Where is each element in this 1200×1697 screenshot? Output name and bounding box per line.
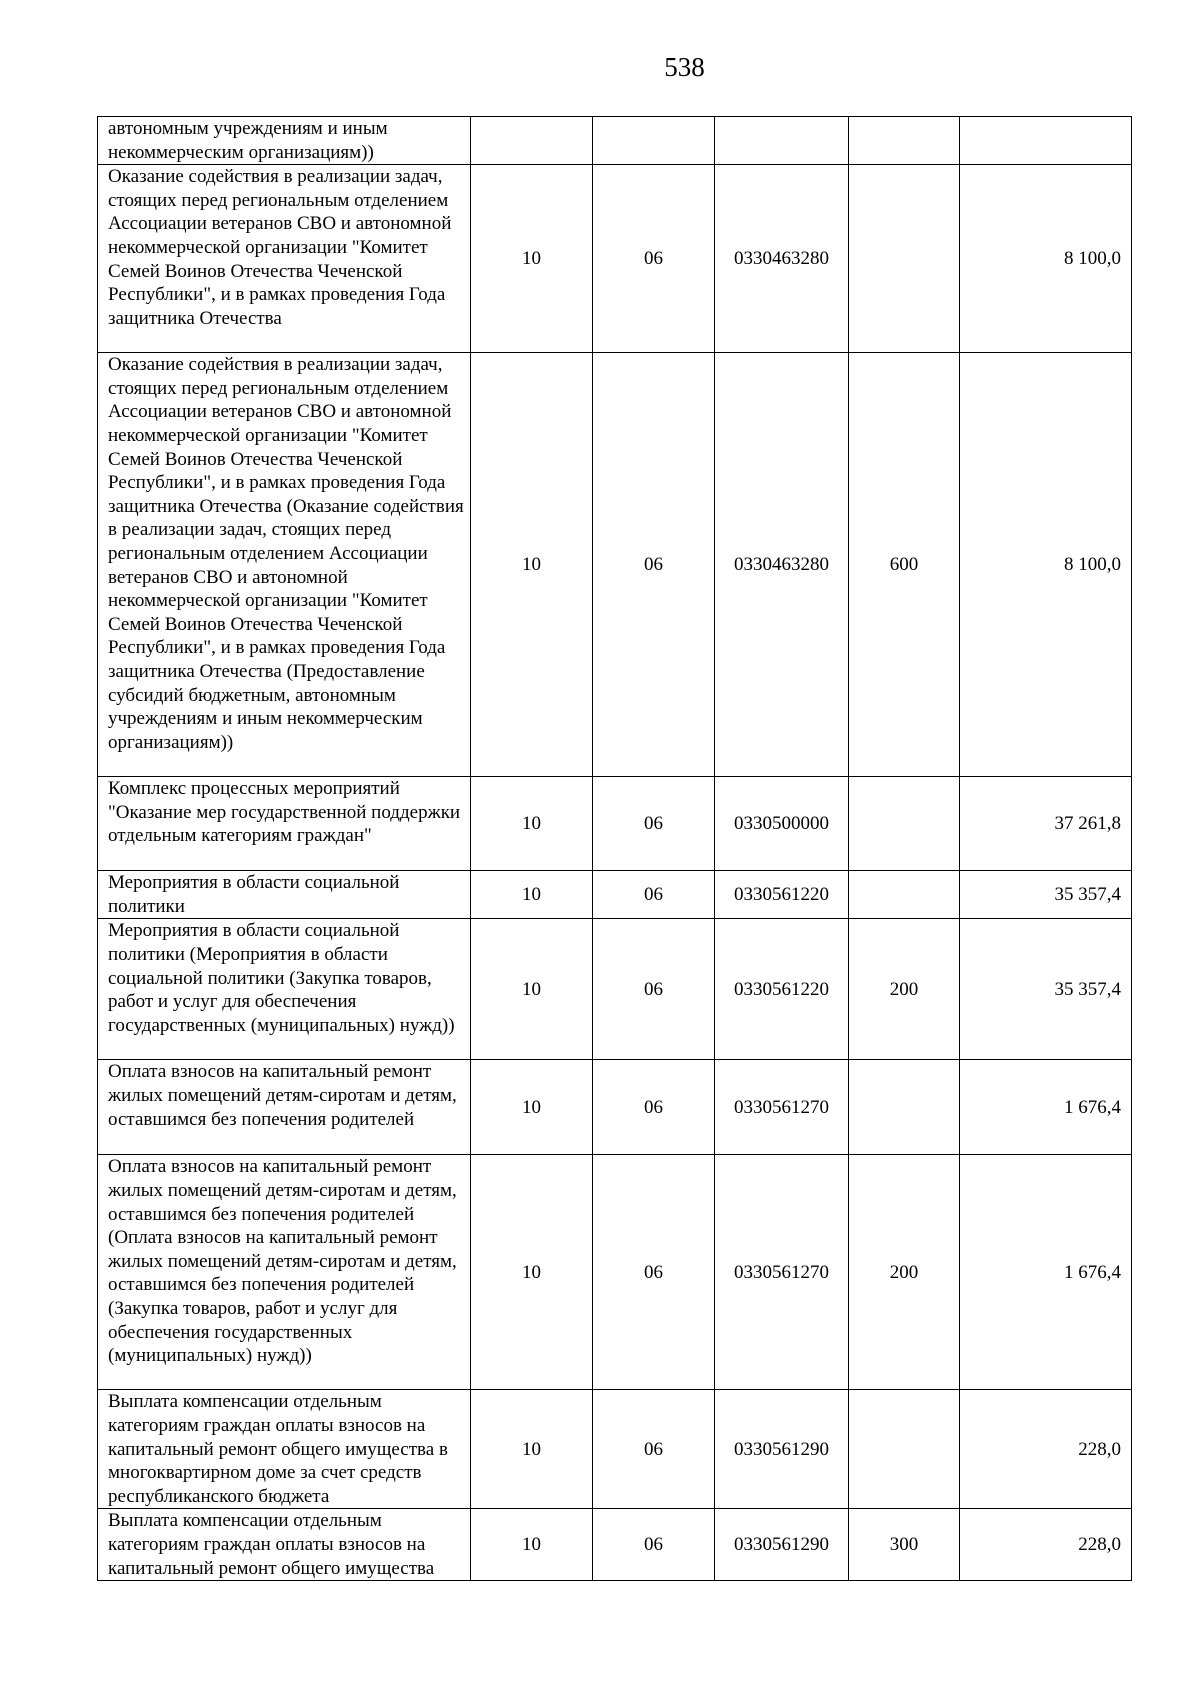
table-row — [98, 1060, 1132, 1155]
row-subsection: 06 — [593, 165, 715, 353]
table-row — [98, 1390, 1132, 1509]
row-target-article: 0330561290 — [715, 1390, 849, 1509]
row-section — [471, 117, 593, 165]
page-number: 538 — [664, 52, 705, 82]
row-amount: 8 100,0 — [960, 353, 1132, 777]
row-expense-type — [849, 1060, 960, 1155]
row-amount: 1 676,4 — [960, 1060, 1132, 1155]
row-subsection: 06 — [593, 919, 715, 1060]
table-row — [98, 777, 1132, 871]
row-subsection: 06 — [593, 777, 715, 871]
row-name: Оплата взносов на капитальный ремонт жилых помещений детям-сиротам и детям, оставшимся без попечения родителей — [98, 1060, 471, 1155]
row-amount — [960, 117, 1132, 165]
row-name: Оказание содействия в реализации задач, стоящих перед региональным отделением Ассоциации ветеранов СВО и автономной некоммерческой организации "Комитет Семей Воинов Отечества Чеченской Республики", и в рамках проведения Года защитника Отечества (Оказание содействия в реализации задач, стоящих перед региональным отделением Ассоциации ветеранов СВО и автономной некоммерческой организации "Комитет Семей Воинов Отечества Чеченской Республики", и в рамках проведения Года защитника Отечества (Предоставление субсидий бюджетным, автономным учреждениям и иным некоммерческим организациям)) — [98, 353, 471, 777]
table-row — [98, 871, 1132, 919]
row-expense-type — [849, 871, 960, 919]
row-target-article: 0330561220 — [715, 871, 849, 919]
table-row — [98, 353, 1132, 777]
row-expense-type: 200 — [849, 919, 960, 1060]
row-amount: 228,0 — [960, 1390, 1132, 1509]
row-target-article: 0330561290 — [715, 1509, 849, 1581]
row-subsection: 06 — [593, 871, 715, 919]
row-amount: 1 676,4 — [960, 1155, 1132, 1390]
row-subsection: 06 — [593, 1390, 715, 1509]
row-section: 10 — [471, 1060, 593, 1155]
table-row — [98, 117, 1132, 165]
row-amount: 35 357,4 — [960, 871, 1132, 919]
row-amount: 228,0 — [960, 1509, 1132, 1581]
row-name: Выплата компенсации отдельным категориям граждан оплаты взносов на капитальный ремонт общего имущества — [98, 1509, 471, 1581]
row-expense-type: 600 — [849, 353, 960, 777]
row-expense-type — [849, 165, 960, 353]
row-section: 10 — [471, 1509, 593, 1581]
row-target-article: 0330463280 — [715, 353, 849, 777]
row-section: 10 — [471, 777, 593, 871]
table-row — [98, 165, 1132, 353]
row-target-article — [715, 117, 849, 165]
row-expense-type — [849, 117, 960, 165]
row-subsection: 06 — [593, 1155, 715, 1390]
table-row — [98, 919, 1132, 1060]
row-expense-type: 300 — [849, 1509, 960, 1581]
row-name: Мероприятия в области социальной политики — [98, 871, 471, 919]
row-expense-type: 200 — [849, 1155, 960, 1390]
row-target-article: 0330500000 — [715, 777, 849, 871]
row-section: 10 — [471, 871, 593, 919]
row-subsection: 06 — [593, 1060, 715, 1155]
budget-table — [97, 116, 1132, 1581]
row-target-article: 0330561270 — [715, 1060, 849, 1155]
row-expense-type — [849, 777, 960, 871]
row-name: Оплата взносов на капитальный ремонт жилых помещений детям-сиротам и детям, оставшимся без попечения родителей (Оплата взносов на капитальный ремонт жилых помещений детям-сиротам и детям, оставшимся без попечения родителей (Закупка товаров, работ и услуг для обеспечения государственных (муниципальных) нужд)) — [98, 1155, 471, 1390]
row-name: Комплекс процессных мероприятий "Оказание мер государственной поддержки отдельным категориям граждан" — [98, 777, 471, 871]
row-expense-type — [849, 1390, 960, 1509]
table-row — [98, 1155, 1132, 1390]
row-subsection: 06 — [593, 1509, 715, 1581]
row-name: автономным учреждениям и иным некоммерческим организациям)) — [98, 117, 471, 165]
row-section: 10 — [471, 353, 593, 777]
row-subsection: 06 — [593, 353, 715, 777]
table-row — [98, 1509, 1132, 1581]
row-name: Оказание содействия в реализации задач, стоящих перед региональным отделением Ассоциации ветеранов СВО и автономной некоммерческой организации "Комитет Семей Воинов Отечества Чеченской Республики", и в рамках проведения Года защитника Отечества — [98, 165, 471, 353]
row-section: 10 — [471, 165, 593, 353]
row-amount: 37 261,8 — [960, 777, 1132, 871]
row-target-article: 0330561270 — [715, 1155, 849, 1390]
row-name: Мероприятия в области социальной политики (Мероприятия в области социальной политики (Закупка товаров, работ и услуг для обеспечения государственных (муниципальных) нужд)) — [98, 919, 471, 1060]
row-section: 10 — [471, 1155, 593, 1390]
row-target-article: 0330561220 — [715, 919, 849, 1060]
row-section: 10 — [471, 1390, 593, 1509]
row-name: Выплата компенсации отдельным категориям граждан оплаты взносов на капитальный ремонт общего имущества в многоквартирном доме за счет средств республиканского бюджета — [98, 1390, 471, 1509]
row-amount: 8 100,0 — [960, 165, 1132, 353]
row-target-article: 0330463280 — [715, 165, 849, 353]
row-subsection — [593, 117, 715, 165]
row-amount: 35 357,4 — [960, 919, 1132, 1060]
row-section: 10 — [471, 919, 593, 1060]
